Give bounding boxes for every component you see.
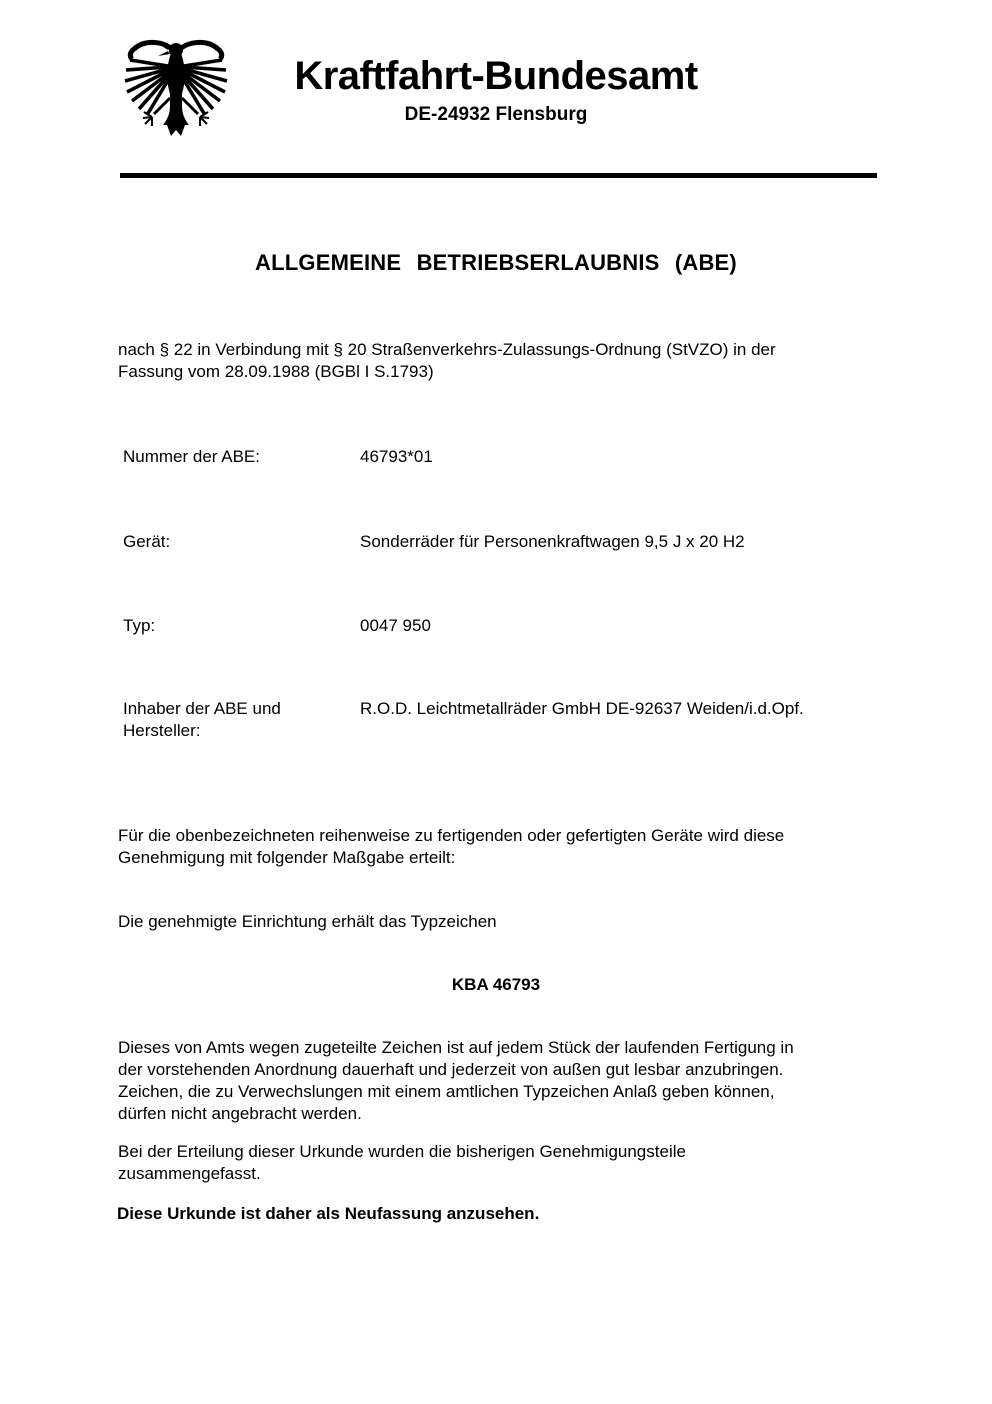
restatement-statement: Diese Urkunde ist daher als Neufassung anzusehen. (117, 1204, 540, 1223)
type-mark-intro: Die genehmigte Einrichtung erhält das Typzeichen (118, 912, 497, 931)
field-row-device (123, 531, 745, 553)
legal-basis-paragraph (118, 339, 888, 383)
field-label (123, 698, 360, 742)
marking-rules-paragraph (118, 1037, 898, 1125)
header-divider-rule (120, 173, 877, 178)
field-value-line: Sonderräder für Personenkraftwagen (360, 532, 640, 551)
field-value-line: 9,5 J x 20 H2 (644, 532, 745, 551)
header (0, 54, 992, 126)
field-value-line: DE-92637 Weiden/i.d.Opf. (605, 699, 804, 718)
consolidation-line: zusammengefasst. (118, 1164, 261, 1183)
field-row-abe-number (123, 446, 433, 468)
field-value-line: R.O.D. Leichtmetallräder GmbH (360, 699, 601, 718)
field-label-line: und Hersteller: (123, 699, 281, 740)
field-label-line: Typ: (123, 616, 156, 635)
marking-rules-line: Dieses von Amts wegen zugeteilte Zeichen ist auf jedem Stück der laufenden Fertigung in (118, 1038, 794, 1057)
type-mark-kba-number: KBA 46793 (451, 975, 541, 994)
grant-paragraph (118, 825, 888, 869)
field-label-line: Gerät: (123, 532, 171, 551)
field-row-type (123, 615, 431, 637)
consolidation-line: Bei der Erteilung dieser Urkunde wurden die bisherigen Genehmigungsteile (118, 1142, 686, 1161)
consolidation-paragraph (118, 1141, 888, 1185)
legal-basis-line: Fassung vom 28.09.1988 (BGBl I S.1793) (118, 362, 434, 381)
field-row-holder-manufacturer (123, 698, 804, 742)
field-value (360, 615, 431, 637)
field-value (360, 531, 745, 553)
grant-line: Für die obenbezeichneten reihenweise zu fertigenden oder gefertigten Geräte wird diese (118, 826, 785, 845)
legal-basis-line: nach § 22 in Verbindung mit § 20 Straßenverkehrs-Zulassungs-Ordnung (StVZO) in der (118, 340, 776, 359)
marking-rules-line: dürfen nicht angebracht werden. (118, 1104, 362, 1123)
field-value-line: 0047 950 (360, 616, 431, 635)
field-value (360, 698, 804, 742)
marking-rules-line: Zeichen, die zu Verwechslungen mit einem amtlichen Typzeichen Anlaß geben können, (118, 1082, 775, 1101)
field-label-line: Inhaber der ABE (123, 699, 248, 718)
marking-rules-line: der vorstehenden Anordnung dauerhaft und jederzeit von außen gut lesbar anzubringen. (118, 1060, 784, 1079)
grant-line: Genehmigung mit folgender Maßgabe erteilt: (118, 848, 456, 867)
agency-title: Kraftfahrt-Bundesamt (294, 54, 698, 98)
field-label-line: Nummer der ABE: (123, 447, 260, 466)
field-label (123, 615, 360, 637)
document-heading: ALLGEMEINE BETRIEBSERLAUBNIS (ABE) (255, 250, 737, 275)
agency-address: DE-24932 Flensburg (404, 104, 588, 125)
field-label (123, 446, 360, 468)
field-value (360, 446, 433, 468)
field-value-line: 46793*01 (360, 447, 433, 466)
field-label (123, 531, 360, 553)
